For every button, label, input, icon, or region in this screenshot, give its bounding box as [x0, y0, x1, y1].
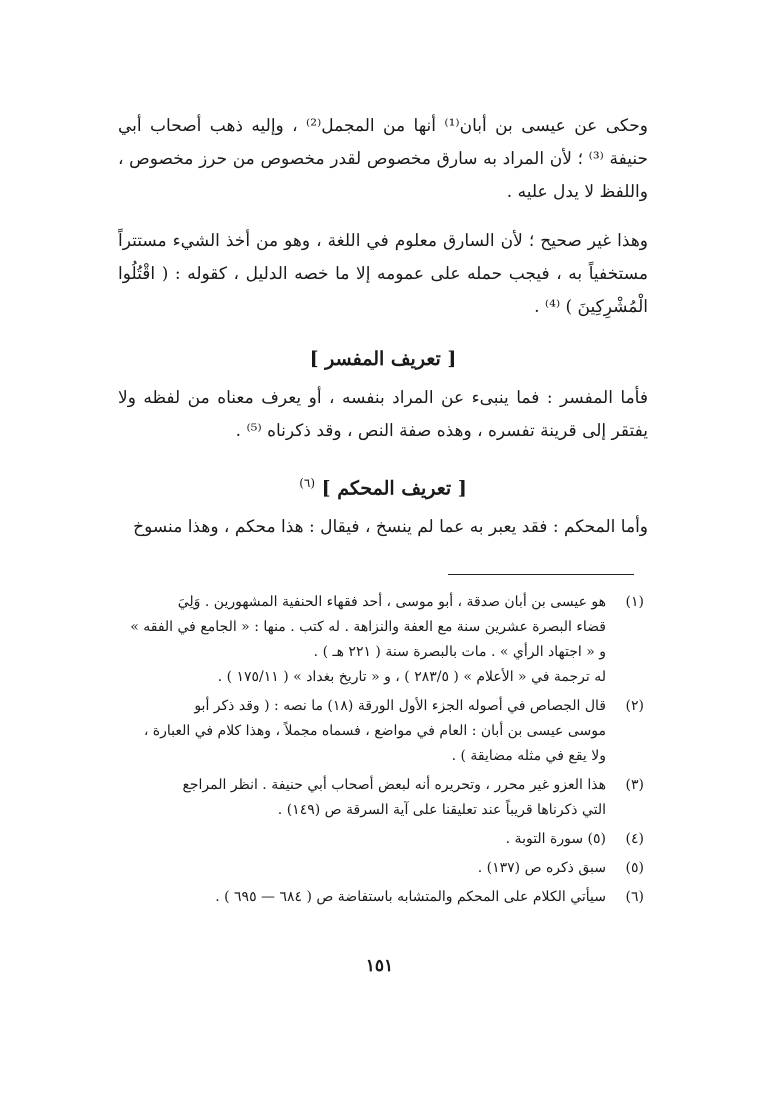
- footnote-separator: [448, 574, 634, 575]
- footnote-line: و « اجتهاد الرأي » . مات بالبصرة سنة ( ٢٢١ هـ ) .: [313, 644, 606, 660]
- footnote-line: هو عيسى بن أبان صدقة ، أبو موسى ، أحد فقهاء الحنفية المشهورين . وَلِيَ: [177, 594, 606, 610]
- footnote-5: [118, 856, 648, 881]
- heading-muhkam-footnote-ref: (٦): [299, 476, 316, 490]
- main-text-block: [118, 110, 648, 544]
- footnote-4: [118, 827, 648, 852]
- heading-mufassar-text: [ تعريف المفسر ]: [309, 348, 457, 370]
- footnote-6: [118, 885, 648, 910]
- footnote-1: [118, 590, 648, 690]
- footnote-number: (٦): [625, 889, 644, 905]
- footnote-line: له ترجمة في « الأعلام » ( ٢٨٣/٥ ) ، و « تاريخ بغداد » ( ١٧٥/١١ ) .: [217, 669, 606, 685]
- heading-mufassar: [118, 342, 648, 376]
- page-number: ١٥١: [365, 956, 394, 976]
- footnote-number: (٥): [625, 860, 644, 876]
- paragraph-mufassar: فأما المفسر : فما ينبىء عن المراد بنفسه ، أو يعرف معناه من لفظه ولا يفتقر إلى قرينة تفسره ، وهذه صفة النص ، وقد ذكرناه ⁽⁵⁾ .: [118, 388, 648, 441]
- paragraph-sariq-rebuttal: وهذا غير صحيح ؛ لأن السارق معلوم في اللغة ، وهو من أخذ الشيء مستتراً مستخفياً به ، فيجب حمله على عمومه إلا ما خصه الدليل ، كقوله : ( اقْتُلُوا الْمُشْرِكِينَ ) ⁽⁴⁾ .: [118, 231, 648, 317]
- footnote-number: (٤): [625, 831, 644, 847]
- paragraph-isa-ibn-aban: وحكى عن عيسى بن أبان⁽¹⁾ أنها من المجمل⁽²⁾ ، وإليه ذهب أصحاب أبي حنيفة ⁽³⁾ ؛ لأن المراد به سارق مخصوص لقدر مخصوص من حرز مخصوص ، واللفظ لا يدل عليه .: [118, 116, 648, 202]
- footnote-line: هذا العزو غير محرر ، وتحريره أنه لبعض أصحاب أبي حنيفة . انظر المراجع: [182, 777, 606, 793]
- footnote-line: سيأتي الكلام على المحكم والمتشابه باستفاضة ص ( ٦٨٤ — ٦٩٥ ) .: [215, 889, 606, 905]
- footnote-line: (٥) سورة التوبة .: [505, 831, 606, 847]
- footnote-line: قضاء البصرة عشرين سنة مع العفة والنزاهة . له كتب . منها : « الجامع في الفقه »: [130, 619, 606, 635]
- paragraph-muhkam: وأما المحكم : فقد يعبر به عما لم ينسخ ، فيقال : هذا محكم ، وهذا منسوخ: [133, 517, 648, 538]
- footnote-3: [118, 773, 648, 823]
- footnotes: [118, 590, 648, 914]
- footnote-line: سبق ذكره ص (١٣٧) .: [477, 860, 606, 876]
- footnote-line: التي ذكرناها قريباً عند تعليقنا على آية السرقة ص (١٤٩) .: [277, 802, 606, 818]
- footnote-number: (٣): [625, 777, 644, 793]
- heading-muhkam-text: [ تعريف المحكم ]: [321, 477, 467, 500]
- footnote-line: موسى عيسى بن أبان : العام في مواضع ، فسماه مجملاً ، وهذا كلام في العبارة ،: [143, 723, 606, 739]
- footnote-line: ولا يقع في مثله مضايقة ) .: [451, 748, 606, 764]
- footnote-number: (١): [625, 594, 644, 610]
- footnote-2: [118, 694, 648, 769]
- heading-muhkam: [118, 466, 648, 505]
- footnote-line: قال الجصاص في أصوله الجزء الأول الورقة (١٨) ما نصه : ( وقد ذكر أبو: [194, 698, 606, 714]
- footnote-number: (٢): [625, 698, 644, 714]
